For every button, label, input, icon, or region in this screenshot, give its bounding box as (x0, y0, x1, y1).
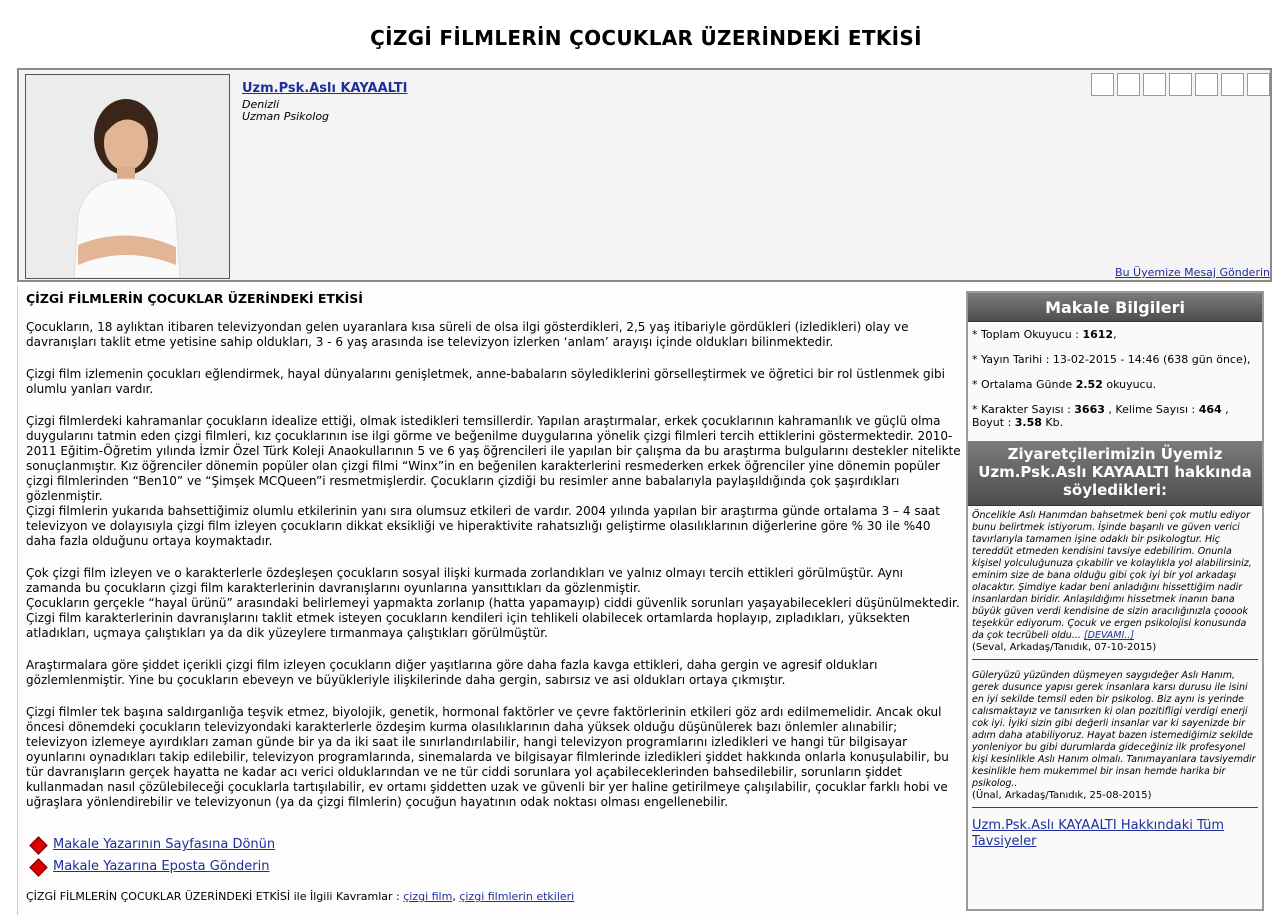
page-title: ÇİZGİ FİLMLERİN ÇOCUKLAR ÜZERİNDEKİ ETKİSİ (370, 26, 922, 50)
comment-text: Güleryüzü yüzünden düşmeyen saygıdeğer Aslı Hanım, gerek dusunce yapısı gerek insanlara karsı durusu ile isini en iyi sekilde temsil eden bir psikolog. Biz aynı is yerinde calısmaktayız ve tanısırken ki olan pozitifligi verdigi enerji cok iyi. İyiki sizin gibi değerli insanlar var ki sayenizde bir adım daha atabiliyoruz. Hayat bazen istemediğimiz sekilde yonleniyor bu gibi durumlarda gideceğiniz ilk profesyonel kişi kesinlikle Aslı Hanım olmalı. Tanımayanlara tavsiyemdir kesinlikle hem mukemmel bir insan hemde harika bir psikolog.. (972, 670, 1256, 789)
article-paragraph: Çizgi filmler tek başına saldırganlığa teşvik etmez, biyolojik, genetik, hormonal faktörler ve çevre faktörlerinin etkileri göz ardı edilmemelidir. Ancak okul öncesi dönemdeki çocukların televizyondaki karakterlerle özdeşim kurma olasılıklarının daha yüksek olduğu düşünülerek bazı önlemler alınabilir; televizyon izlemeye ayırdıkları zaman günde bir ya da iki saat ile sınırlandırılabilir, hangi televizyon programlarını izledikleri ve hangi tür bilgisayar oyunlarını oynadıkları takip edilebilir, televizyon programlarında, sinemalarda ve bilgisayar filmlerinde izledikleri şiddet hakkında onlarla konuşulabilir, bu tür davranışların gerçek hayatta ne kadar acı verici olduklarından ve ne tür ciddi sorunlara yol açabileceklerinden bahsedilebilir, sorunların şiddet kullanmadan nasıl çözülebileceği çocuklarla tartışılabilir, ev ortamı şiddetten uzak ve güvenli bir yer haline getirilmeye çalışılabilir, çocuklar farklı hobi ve uğraşlara yönlendirebilir ve televizyonun (ya da çizgi filmlerin) çocuğun hayatının odak noktası olması engellenebilir. (26, 705, 949, 809)
stat-size: * Karakter Sayısı : 3663 , Kelime Sayısı : 464 , Boyut : 3.58 Kb. (972, 403, 1229, 429)
all-recommendations-link[interactable]: Uzm.Psk.Aslı KAYAALTI Hakkındaki Tüm Tavsiyeler (972, 818, 1225, 849)
bullet-diamond-icon (29, 858, 47, 876)
stat-daily-average: * Ortalama Günde 2.52 okuyucu. (972, 378, 1157, 391)
comment-item (972, 670, 1258, 808)
comment-author: (Seval, Arkadaş/Tanıdık, 07-10-2015) (972, 642, 1157, 653)
stat-readers: * Toplam Okuyucu : 1612, (972, 328, 1117, 341)
concept-link[interactable]: çizgi film (403, 890, 453, 903)
profile-card-icon[interactable] (1091, 73, 1114, 96)
profile-toolbar (1091, 73, 1270, 96)
read-more-link[interactable]: [DEVAMI..] (1083, 630, 1135, 641)
article-paragraph: Çizgi filmlerdeki kahramanlar çocukların idealize ettiği, olmak istedikleri temsillerdir. Yapılan araştırmalar, erkek çocuklarının kahramanlık ve güçlü olma duygularını tatmin eden çizgi filmleri, kız çocuklarının ise ilgi görme ve beğenilme duygularına yönelik çizgi filmleri tercih ettiklerini göstermektedir. 2010-2011 Eğitim-Öğretim yılında İzmir Özel Türk Koleji Anaokullarının 5 ve 6 yaş öğrencileri ile yapılan bir çalışma da bu araştırma bulgularını destekler nitelikte sonuçlanmıştır. Kız öğrenciler dönemin popüler olan çizgi filmi “Winx”in en beğenilen karakterlerini resmederken erkek öğrenciler yine dönemin popüler çizgi filmlerinden “Ben10” ve “Şimşek MCQueen”i resmetmişlerdir. Çocukların çizdiği bu resimler anne babalarıyla paylaşıldığında çok şaşırdıkları gözlenmiştir. (26, 414, 961, 503)
map-icon[interactable] (1221, 73, 1244, 96)
sidebar (966, 291, 1264, 911)
author-name-link[interactable]: Uzm.Psk.Aslı KAYAALTI (242, 81, 408, 96)
phone-icon[interactable] (1247, 73, 1270, 96)
author-photo[interactable] (25, 74, 230, 279)
author-city: Denizli (242, 98, 280, 111)
comment-item (972, 510, 1258, 660)
visitor-comments-title: Ziyaretçilerimizin Üyemiz Uzm.Psk.Aslı KAYAALTI hakkında söyledikleri: (968, 441, 1262, 506)
handshake-icon[interactable] (1117, 73, 1140, 96)
concepts-prefix: ÇİZGİ FİLMLERİN ÇOCUKLAR ÜZERİNDEKİ ETKİSİ ile İlgili Kavramlar : (26, 890, 400, 903)
article-paragraph: Çok çizgi film izleyen ve o karakterlerle özdeşleşen çocukların sosyal ilişki kurmada zorlandıkları ve yalnız olmayı tercih ettikleri görülmüştür. Aynı zamanda bu çocukların çizgi film karakterlerinin davranışlarını oyunlarına yansıttıkları da gözlenmiştir. (26, 566, 904, 595)
camera-icon[interactable] (1195, 73, 1218, 96)
comment-author: (Ünal, Arkadaş/Tanıdık, 25-08-2015) (972, 790, 1152, 801)
author-links (28, 834, 275, 878)
article-heading: ÇİZGİ FİLMLERİN ÇOCUKLAR ÜZERİNDEKİ ETKİSİ (26, 291, 363, 306)
related-concepts: ÇİZGİ FİLMLERİN ÇOCUKLAR ÜZERİNDEKİ ETKİSİ ile İlgili Kavramlar : çizgi film, çizgi filmlerin etkileri (26, 890, 575, 903)
article-paragraph: Çizgi filmlerin yukarıda bahsettiğimiz olumlu etkilerinin yanı sıra olumsuz etkileri de vardır. 2004 yılında yapılan bir araştırma günde ortalama 3 – 4 saat televizyon ve dolayısıyla çizgi film izleyen çocukların dikkat eksikliği ve hiperaktivite rahatsızlığı geliştirme olasılıklarının diğerlerine göre % 30 ile %40 daha fazla olduğunu ortaya koymaktadır. (26, 504, 940, 548)
comment-list (968, 506, 1262, 808)
article-paragraph: Araştırmalara göre şiddet içerikli çizgi film izleyen çocukların diğer yaşıtlarına göre daha fazla kavga ettikleri, daha gergin ve agresif oldukları gözlemlenmiştir. Yine bu çocukların ebeveyn ve büyükleriyle ilişkilerinde daha gergin, sabırsız ve asi oldukları ortaya çıkmıştır. (26, 658, 878, 687)
comment-text: Öncelikle Aslı Hanımdan bahsetmek beni çok mutlu ediyor bunu belirtmek istiyorum. İşinde başarılı ve güven verici tavırlarıyla tamamen işine odaklı bir psikologtur. Hiç tereddüt etmeden kendisini tavsiye edebilirim. Onunla kişisel yolculuğunuza çıkabilir ve kolaylıkla yol alabilirsiniz, eminim size de bana olduğu gibi çok iyi bir yol arkadaşı olacaktır. Şimdiye kadar beni anladığını hissettiğim nadir insanlardan biridir. Anlaşıldığımı hissetmek inanın bana büyük güven verdi kendisine de sizin aracılığınızla çooook teşekkür ediyorum. Çocuk ve ergen psikolojisi konusunda da çok tecrübeli oldu... (972, 510, 1252, 641)
author-profile-panel (17, 68, 1272, 282)
article-paragraph: Çocukların gerçekle “hayal ürünü” arasındaki belirlemeyi yapmakta zorlanıp (hatta yapamayıp) ciddi güvenlik sorunları yaşayabilecekleri düşünülmektedir. Çizgi film karakterlerinin davranışlarını taklit etmek isteyen çocukların kendileri için tehlikeli olabilecek ortamlarda hoplayıp, zıpladıkları, yüksekten atladıkları, uçmaya çalıştıkları ya da dik yüzeylere tırmanmaya çalıştıkları görülmüştür. (26, 596, 960, 640)
stat-publish-date: * Yayın Tarihi : 13-02-2015 - 14:46 (638 gün önce), (972, 353, 1251, 366)
author-photo-illustration (26, 75, 229, 278)
document-icon[interactable] (1169, 73, 1192, 96)
concept-link[interactable]: çizgi filmlerin etkileri (459, 890, 575, 903)
article-paragraph: Çocukların, 18 aylıktan itibaren televizyondan gelen uyaranlara kısa süreli de olsa ilgi gösterdikleri, 2,5 yaş itibariyle gördükleri (izledikleri) olay ve davranışları taklit etme yetisine sahip oldukları, 3 - 6 yaş arasında ise televizyon izlerken ‘anlam’ arayışı içinde oldukları bilinmektedir. (26, 320, 909, 349)
author-page-link[interactable]: Makale Yazarının Sayfasına Dönün (53, 837, 276, 852)
send-message-link[interactable]: Bu Üyemize Mesaj Gönderin (1115, 266, 1270, 279)
article-info-title: Makale Bilgileri (968, 293, 1262, 322)
article-body (26, 291, 961, 827)
article-content (17, 285, 963, 915)
author-email-link[interactable]: Makale Yazarına Eposta Gönderin (53, 859, 270, 874)
bullet-diamond-icon (29, 836, 47, 854)
author-title: Uzman Psikolog (242, 110, 330, 123)
articles-icon[interactable] (1143, 73, 1166, 96)
article-paragraph: Çizgi film izlemenin çocukları eğlendirmek, hayal dünyalarını genişletmek, anne-babaların söylediklerini görselleştirmek ve öğretici bir rol üstlenmek gibi olumlu yanları vardır. (26, 367, 945, 396)
